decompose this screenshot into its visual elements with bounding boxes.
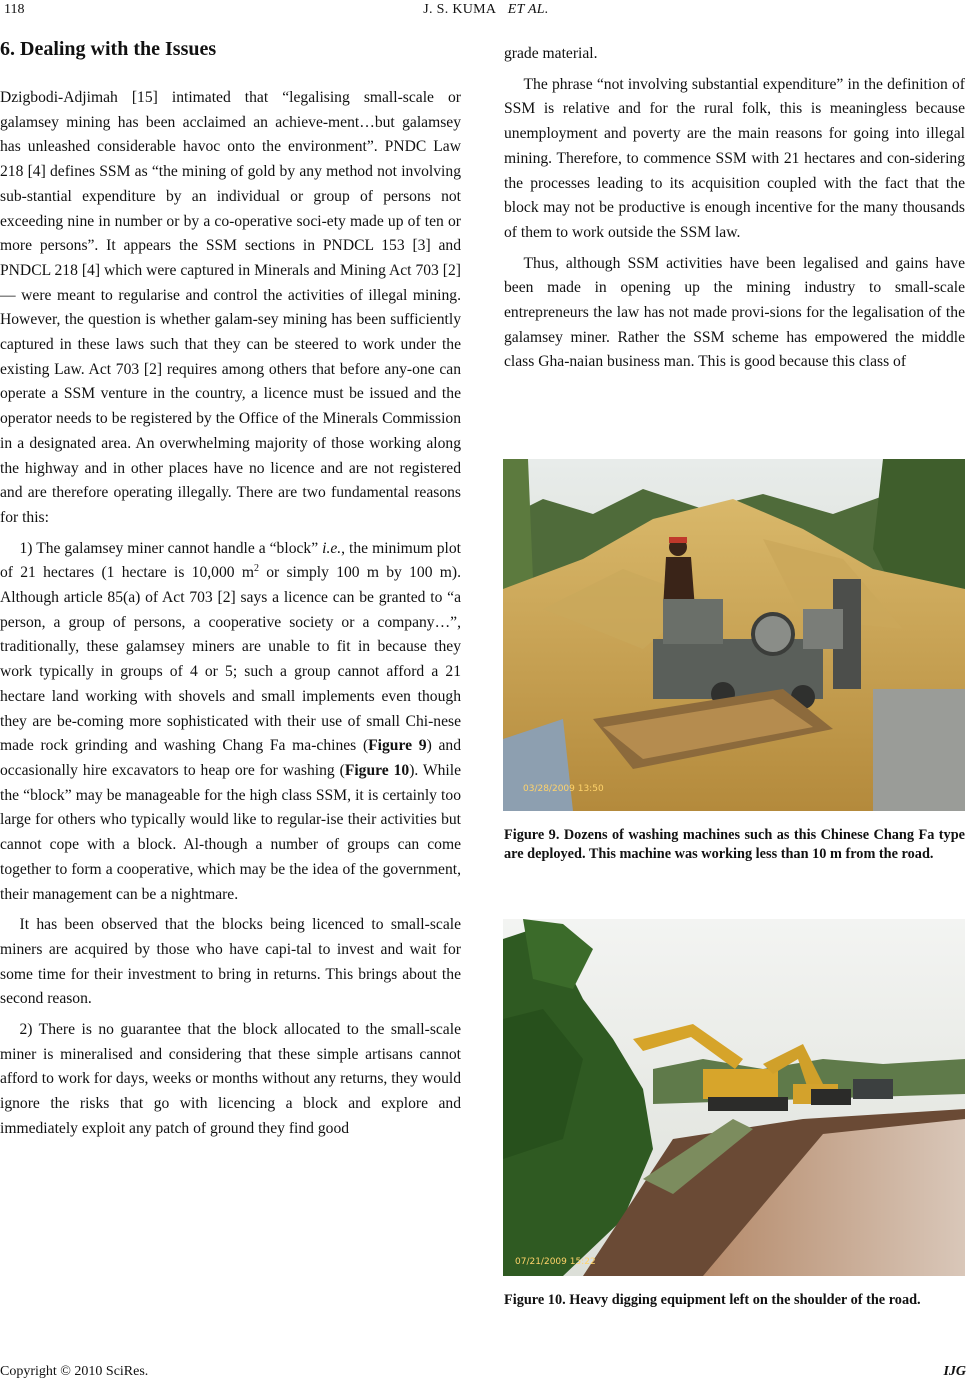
section-title: 6. Dealing with the Issues — [0, 38, 217, 60]
paragraph: The phrase “not involving substantial expenditure” in the definition of SSM is relative and for the rural folk, this is meaningless because unemployment and poverty are the main reasons for going into illegal mining. Therefore, to commence SSM with 21 hectares and con-sidering the processes leading to its acquisition coupled with the fact that the block may not be productive is enough incentive for the many thousands of them to work outside the SSM law. — [504, 75, 965, 241]
figure-10-ref[interactable]: Figure 10 — [344, 761, 410, 779]
figure-10-caption: Figure 10. Heavy digging equipment left on the shoulder of the road. — [504, 1292, 921, 1308]
page-number: 118 — [4, 2, 25, 17]
journal-abbrev: IJG — [943, 1364, 966, 1379]
photo-timestamp: 07/21/2009 15:22 — [515, 1257, 596, 1267]
paragraph: grade material. — [504, 45, 598, 62]
running-header — [0, 2, 972, 18]
running-header-etal: ET AL. — [507, 2, 549, 17]
copyright: Copyright © 2010 SciRes. — [0, 1364, 149, 1379]
paragraph-reason-2: 2) There is no guarantee that the block allocated to the small-scale miner is mineralised and considering that these simple artisans cannot afford to work for days, weeks or months without any returns, they would ignore the risks that go with licencing a block and explore and immediately exploit any patch of ground they find good — [0, 1021, 461, 1137]
paragraph-reason-1: 1) The galamsey miner cannot handle a “block” i.e., the minimum plot of 21 hectares (1 hectare is 10,000 $m^2$ or simply 100 m by 100 m). Although article 85(a) of Act 703 [2] says a licence can be granted to “a person, a group of persons, a cooperative society or a company…”, traditionally, these galamsey miners are unable to fit in because they work typically in groups of 4 or 5; such a group cannot afford a 21 hectare land working with shovels and small implements even though they are be-coming more sophisticated with their use of small Chi-nese made rock grinding and washing Chang Fa ma-chines (Figure 9) and occasionally hire excavators to heap ore for washing (Figure 10). While the “block” may be manageable for the high class SSM, it is certainly too large for others who typically would like to regular-ise their activities but cannot cope with a block. Al-though a number of groups can come together to form a cooperative, which may be the idea of the government, their management can be a nightmare. — [0, 539, 461, 903]
figure-10-photo — [503, 919, 965, 1276]
figure-9-caption: Figure 9. Dozens of washing machines such as this Chinese Chang Fa type are deployed. This machine was working less than 10 m from the road. — [504, 827, 965, 862]
paragraph: It has been observed that the blocks being licenced to small-scale miners are acquired by those who have capi-tal to invest and wait for some time for their investment to bring in returns. This brings about the second reason. — [0, 916, 461, 1008]
paragraph: Thus, although SSM activities have been legalised and gains have been made in opening up the mining industry to small-scale entrepreneurs the law has not made provi-sions for the legalisation of the galamsey miner. Rather the SSM scheme has empowered the middle class Gha-naian business man. This is good because this class of — [504, 254, 965, 371]
photo-timestamp: 03/28/2009 13:50 — [523, 784, 604, 794]
running-header-authors: J. S. KUMA — [423, 2, 497, 17]
figure-9-ref[interactable]: Figure 9 — [368, 737, 427, 755]
right-column — [504, 42, 965, 381]
figure-9-photo — [503, 459, 965, 811]
paragraph: Dzigbodi-Adjimah [15] intimated that “legalising small-scale or galamsey mining has been acclaimed an achieve-ment…but galamsey has unleashed considerable havoc onto the environment”. PNDC Law 218 [4] defines SSM as “the mining of gold by any method not involving sub-stantial expenditure by an individual or group of persons not exceeding nine in number or by a co-operative soci-ety made up of ten or more persons”. It appears the SSM sections in PNDCL 153 [3] and PNDCL 218 [4] which were captured in Minerals and Mining Act 703 [2] — were meant to regularise and control the activities of illegal mining. However, the question is whether galam-sey mining has been sufficiently captured in these laws such that they can be steered to work under the existing Law. Act 703 [2] requires among others that before any-one can operate a SSM venture in the country, a licence must be issued and the operator needs to be registered by the Office of the Minerals Commission in a designated area. An overwhelming majority of those working along the highway and in other places have no licence and are not registered and are therefore operating illegally. There are two fundamental reasons for this: — [0, 89, 461, 526]
left-column — [0, 38, 461, 1148]
